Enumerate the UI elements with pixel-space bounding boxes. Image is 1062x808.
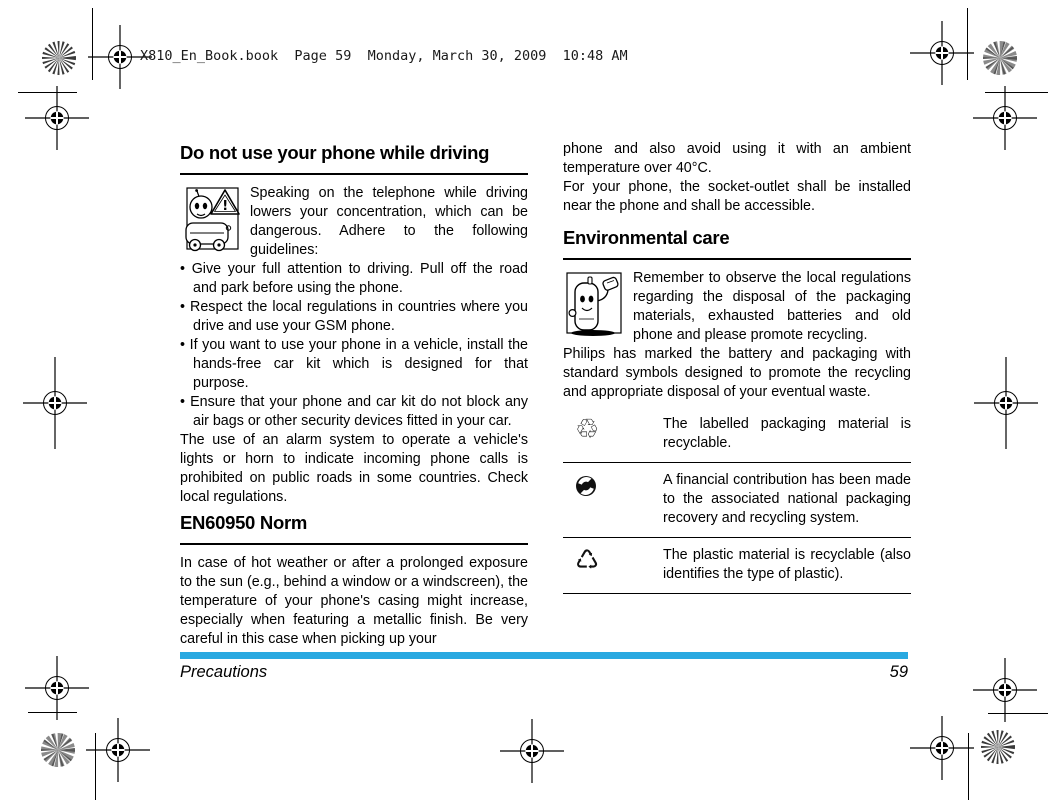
calibration-starburst-icon (981, 730, 1015, 764)
right-column (563, 140, 911, 594)
calibration-starburst-icon (983, 41, 1017, 75)
left-column (180, 140, 528, 649)
norm-paragraph: In case of hot weather or after a prolonged exposure to the sun (e.g., behind a window or a windscreen), the temperature of your phone's casing might increase, especially when featuring a metallic finish. Be very careful in this case when picking up your (180, 555, 528, 647)
plastic-recyclable-icon: ♺ (575, 545, 600, 576)
calibration-starburst-icon (42, 41, 76, 75)
table-row (563, 463, 911, 538)
document-header: X810_En_Book.book Page 59 Monday, March 30, 2009 10:48 AM (140, 48, 628, 64)
recycling-symbols-table (563, 407, 911, 594)
crop-line (28, 712, 77, 713)
footer-accent-bar (180, 652, 908, 659)
driving-warning-cartoon-icon (180, 186, 242, 256)
environment-intro-text: Remember to observe the local regulations regarding the disposal of the packaging materials, exhausted batteries and old phone and please promote recycling. (633, 270, 911, 343)
driving-note-paragraph: The use of an alarm system to operate a vehicle's lights or horn to indicate incoming phone calls is prohibited on public roads in some countries. Check local regulations. (180, 432, 528, 505)
crop-line (968, 733, 969, 800)
footer (180, 661, 908, 683)
table-row (563, 407, 911, 463)
list-item: • Ensure that your phone and car kit do not block any air bags or other security devices fitted in your car. (180, 393, 528, 431)
footer-section-label: Precautions (180, 663, 268, 681)
registration-mark-icon (974, 357, 1038, 449)
symbol-description: The labelled packaging material is recyclable. (663, 416, 911, 451)
environment-body-paragraph: Philips has marked the battery and packaging with standard symbols designed to promote the recycling and appropriate disposal of your eventual waste. (563, 346, 911, 400)
list-item: • Give your full attention to driving. Pull off the road and park before using the phone. (180, 260, 528, 298)
symbol-description: The plastic material is recyclable (also identifies the type of plastic). (663, 547, 911, 582)
registration-mark-icon (25, 86, 89, 150)
driving-intro-text: Speaking on the telephone while driving lowers your concentration, which can be dangerous. Adhere to the following guidelines: (250, 185, 528, 258)
crop-line (988, 713, 1048, 714)
calibration-starburst-icon (41, 733, 75, 767)
page-number: 59 (889, 663, 908, 681)
crop-line (985, 92, 1048, 93)
crop-line (95, 733, 96, 800)
registration-mark-icon (910, 21, 974, 85)
list-item: • Respect the local regulations in countries where you drive and use your GSM phone. (180, 298, 528, 336)
crop-line (18, 92, 77, 93)
environment-intro-paragraph (563, 269, 911, 345)
continuation-paragraph: phone and also avoid using it with an ambient temperature over 40°C. (563, 141, 911, 176)
driving-guidelines-list (180, 260, 528, 431)
table-row (563, 538, 911, 594)
crop-line (92, 8, 93, 80)
crop-line (967, 8, 968, 80)
registration-mark-icon (500, 719, 564, 783)
section-title-driving: Do not use your phone while driving (180, 140, 528, 175)
driving-intro-paragraph (180, 184, 528, 260)
registration-mark-icon (973, 86, 1037, 150)
section-title-environment: Environmental care (563, 225, 911, 260)
symbol-description: A financial contribution has been made to the associated national packaging recovery and recycling system. (663, 472, 911, 526)
registration-mark-icon (23, 357, 87, 449)
section-title-norm: EN60950 Norm (180, 510, 528, 545)
svg-text:!: ! (222, 199, 229, 214)
green-point-icon (575, 475, 597, 497)
phone-recycling-cartoon-icon (563, 271, 625, 339)
list-item: • If you want to use your phone in a vehicle, install the hands-free car kit which is designed for that purpose. (180, 336, 528, 393)
registration-mark-icon (910, 716, 974, 780)
registration-mark-icon (25, 656, 89, 720)
continuation-paragraph: For your phone, the socket-outlet shall be installed near the phone and shall be accessible. (563, 179, 911, 214)
mobius-loop-recycling-icon: ♲ (575, 414, 600, 445)
